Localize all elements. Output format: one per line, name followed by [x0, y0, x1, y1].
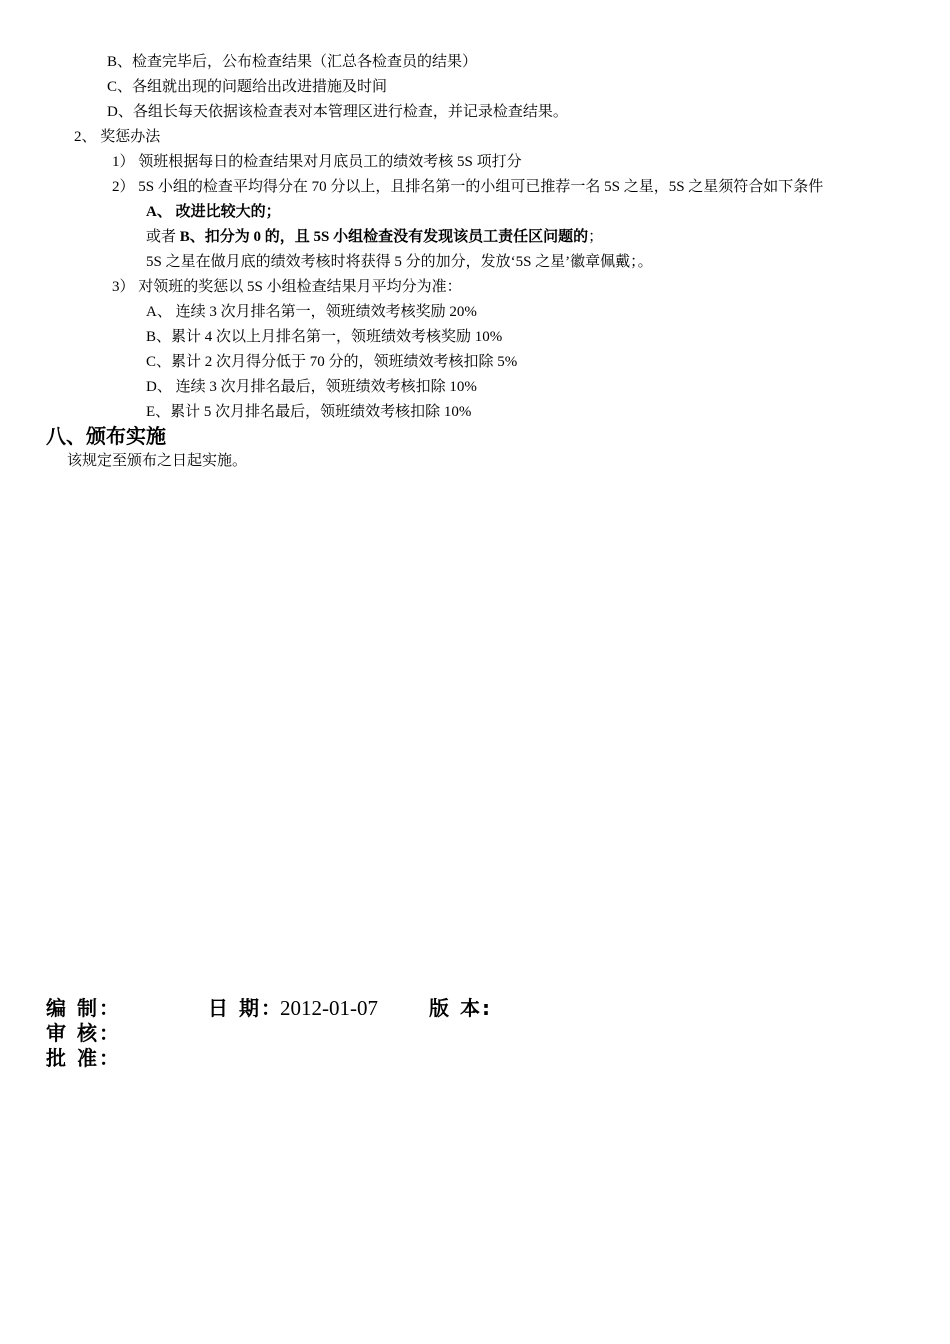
condition-b-text: B、扣分为 0 的，且 5S 小组检查没有发现该员工责任区问题的: [179, 229, 589, 245]
rewards-item-2: 2） 5S 小组的检查平均得分在 70 分以上，且排名第一的小组可已推荐一名 5S 之星，5S 之星须符合如下条件: [112, 179, 824, 195]
leader-item: C、累计 2 次月得分低于 70 分的，领班绩效考核扣除 5%: [146, 354, 518, 370]
section-8-heading: 八、颁布实施: [46, 424, 166, 448]
item-b: B、检查完毕后，公布检查结果（汇总各检查员的结果）: [107, 54, 478, 70]
review-label: 审 核：: [46, 1021, 121, 1045]
condition-b-suffix: ；: [588, 229, 604, 245]
leader-item: E、累计 5 次月排名最后，领班绩效考核扣除 10%: [146, 404, 472, 420]
item-d: D、各组长每天依据该检查表对本管理区进行检查，并记录检查结果。: [107, 104, 568, 120]
condition-b: [146, 227, 603, 247]
star-note: 5S 之星在做月底的绩效考核时将获得 5 分的加分，发放‘5S 之星’徽章佩戴；。: [146, 254, 653, 270]
approve-label: 批 准：: [46, 1046, 121, 1070]
section-8-body: 该规定至颁布之日起实施。: [67, 453, 248, 469]
date-value: 2012-01-07: [280, 996, 378, 1020]
leader-item: B、累计 4 次以上月排名第一，领班绩效考核奖励 10%: [146, 329, 503, 345]
leader-item: D、 连续 3 次月排名最后，领班绩效考核扣除 10%: [146, 379, 477, 395]
leader-item: A、 连续 3 次月排名第一，领班绩效考核奖励 20%: [146, 304, 477, 320]
date-label: 日 期：: [208, 996, 283, 1020]
item-c: C、各组就出现的问题给出改进措施及时间: [107, 79, 388, 95]
rewards-title: 2、 奖惩办法: [74, 129, 161, 145]
condition-b-prefix: 或者: [146, 229, 180, 245]
rewards-item-3: 3） 对领班的奖惩以 5S 小组检查结果月平均分为准：: [112, 279, 462, 295]
rewards-item-1: 1） 领班根据每日的检查结果对月底员工的绩效考核 5S 项打分: [112, 154, 522, 170]
condition-a: A、 改进比较大的；: [146, 204, 281, 220]
version-label: 版 本:: [429, 996, 492, 1020]
compiled-label: 编 制：: [46, 996, 121, 1020]
